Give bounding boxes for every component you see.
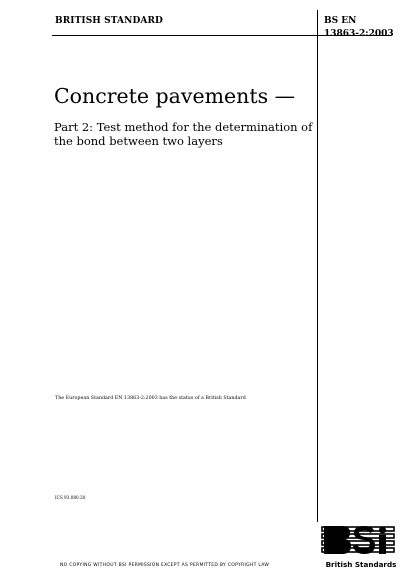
bsi-logo-mark bbox=[318, 522, 400, 562]
document-subtitle: Part 2: Test method for the determination of the bond between two layers bbox=[54, 120, 313, 148]
vertical-rule bbox=[317, 10, 318, 522]
bsi-logo bbox=[318, 522, 400, 578]
standard-type-label: BRITISH STANDARD bbox=[55, 16, 163, 26]
bsi-logo-caption: British Standards bbox=[325, 560, 397, 569]
standard-number bbox=[324, 15, 394, 41]
document-title: Concrete pavements — bbox=[54, 84, 296, 108]
standard-number-line-2: 13863-2:2003 bbox=[324, 29, 394, 39]
standard-number-line-1: BS EN bbox=[324, 16, 357, 26]
ics-code: ICS 93.080.20 bbox=[55, 495, 86, 500]
status-statement: The European Standard EN 13863-2:2003 has the status of a British Standard bbox=[55, 396, 246, 401]
copyright-notice: NO COPYING WITHOUT BSI PERMISSION EXCEPT AS PERMITTED BY COPYRIGHT LAW bbox=[60, 563, 270, 568]
